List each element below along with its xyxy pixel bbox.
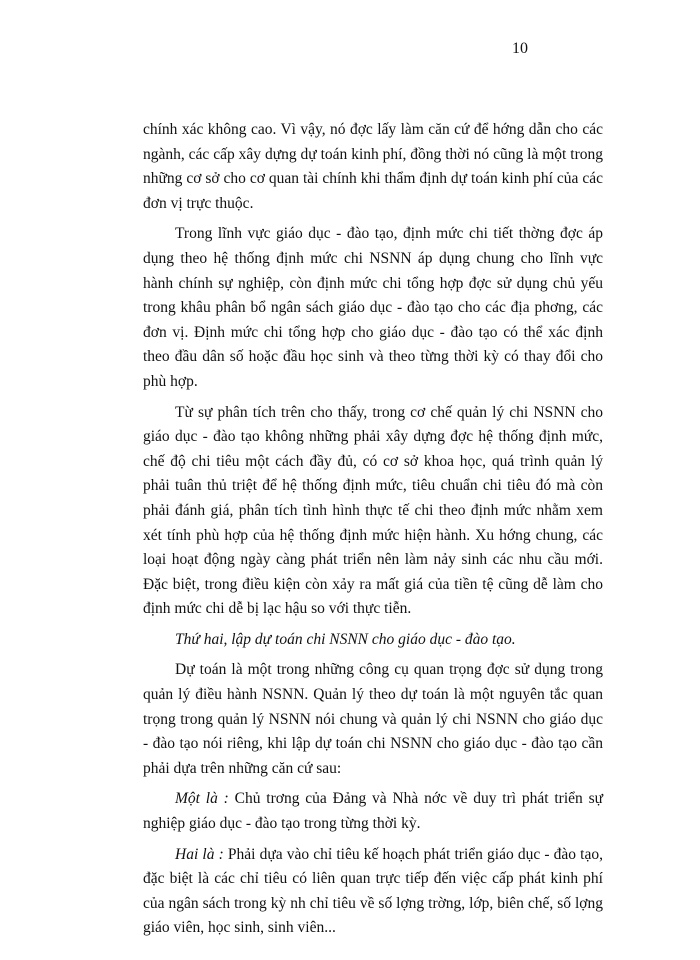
document-body (143, 118, 603, 947)
list-text-first: Chủ trơng của Đảng và Nhà nớc về duy trì phát triển sự nghiệp giáo dục - đào tạo trong từng thời kỳ. (143, 790, 604, 833)
list-label-first: Một là : (175, 790, 229, 808)
list-item-first-basis (143, 787, 603, 836)
paragraph-norms-education: Trong lĩnh vực giáo dục - đào tạo, định mức chi tiết thờng đợc áp dụng theo hệ thống định mức chi NSNN áp dụng chung cho lĩnh vực hành chính sự nghiệp, còn định mức chi tổng hợp đợc sử dụng chủ yếu trong khâu phân bổ ngân sách giáo dục - đào tạo cho các địa phơng, các đơn vị. Định mức chi tổng hợp cho giáo dục - đào tạo có thể xác định theo đầu dân số hoặc đầu học sinh và theo từng thời kỳ có thay đổi cho phù hợp. (143, 225, 603, 390)
list-text-second: Phải dựa vào chỉ tiêu kế hoạch phát triển giáo dục - đào tạo, đặc biệt là các chỉ tiêu có liên quan trực tiếp đến việc cấp phát kinh phí của ngân sách trong kỳ nh chỉ tiêu về số lợng trờng, lớp, biên chế, số lợng giáo viên, học sinh, sinh viên... (143, 845, 603, 937)
page-number: 10 (512, 40, 528, 57)
paragraph-budget-estimate: Dự toán là một trong những công cụ quan trọng đợc sử dụng trong quản lý điều hành NSNN. Quản lý theo dự toán là một nguyên tắc quan trọng trong quản lý NSNN nói chung và quản lý chi NSNN cho giáo dục - đào tạo nói riêng, khi lập dự toán chi NSNN cho giáo dục - đào tạo cần phải dựa trên những căn cứ sau: (143, 661, 603, 777)
list-item-second-basis (143, 843, 603, 941)
paragraph-continuation: chính xác không cao. Vì vậy, nó đợc lấy làm căn cứ để hớng dẫn cho các ngành, các cấp xây dựng dự toán kinh phí, đồng thời nó cũng là một trong những cơ sở cho cơ quan tài chính khi thẩm định dự toán kinh phí của các đơn vị trực thuộc. (143, 121, 603, 212)
section-heading-second: Thứ hai, lập dự toán chi NSNN cho giáo dục - đào tạo. (175, 630, 516, 648)
list-label-second: Hai là : (175, 845, 224, 863)
paragraph-analysis: Từ sự phân tích trên cho thấy, trong cơ chế quản lý chi NSNN cho giáo dục - đào tạo không những phải xây dựng đợc hệ thống định mức, chế độ chi tiêu một cách đầy đủ, có cơ sở khoa học, quá trình quản lý phải tuân thủ triệt để hệ thống định mức, tiêu chuẩn chi tiêu đó mà còn phải đánh giá, phân tích tình hình thực tế chi theo định mức nhằm xem xét tính phù hợp của hệ thống định mức hiện hành. Xu hớng chung, các loại hoạt động ngày càng phát triển nên làm nảy sinh các nhu cầu mới. Đặc biệt, trong điều kiện còn xảy ra mất giá của tiền tệ cũng dễ làm cho định mức chi dễ bị lạc hậu so với thực tiễn. (143, 403, 603, 618)
